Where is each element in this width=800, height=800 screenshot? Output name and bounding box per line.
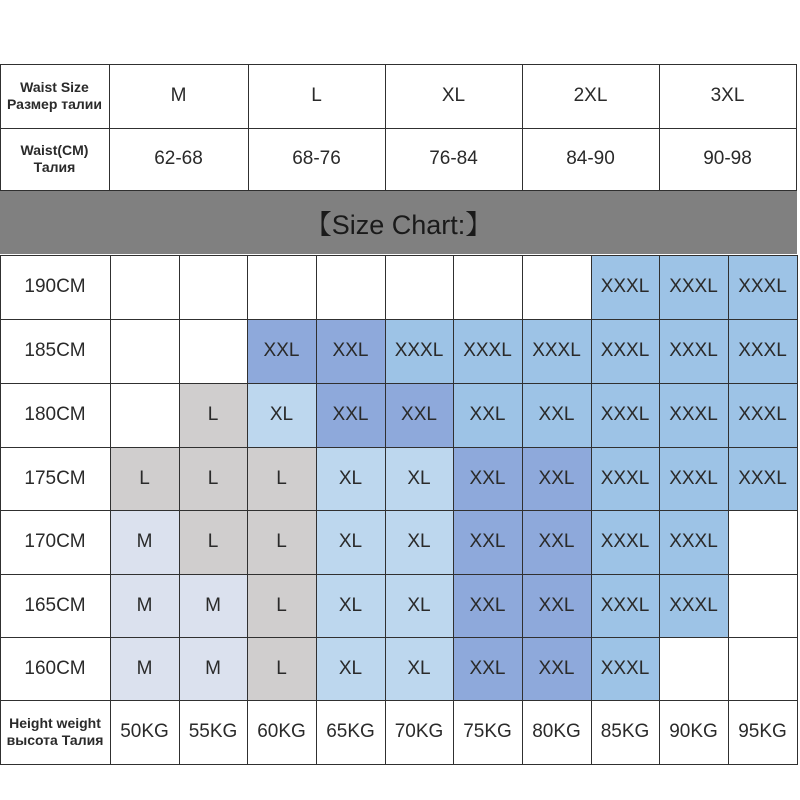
waist-table-vline [796, 64, 797, 190]
height-label-180cm: 180CM [24, 404, 86, 425]
size-cell-165cm-80kg: XXL [522, 574, 591, 637]
size-cell-190cm-70kg [385, 255, 453, 319]
grid-vline [385, 255, 386, 765]
size-cell-170cm-70kg: XL [385, 510, 453, 574]
grid-hline [0, 764, 797, 765]
grid-vline [316, 255, 317, 765]
size-cell-185cm-70kg: XXXL [385, 319, 453, 383]
grid-hline [0, 447, 797, 448]
waist-range-m: 62-68 [154, 148, 203, 169]
weight-label-90kg: 90KG [669, 721, 718, 742]
size-cell-190cm-55kg [179, 255, 247, 319]
size-cell-180cm-50kg [110, 383, 179, 447]
weight-label-75kg: 75KG [463, 721, 512, 742]
size-cell-185cm-60kg: XXL [247, 319, 316, 383]
grid-vline [453, 255, 454, 765]
grid-vline [591, 255, 592, 765]
size-cell-175cm-95kg: XXXL [728, 447, 797, 510]
size-cell-160cm-55kg: M [179, 637, 247, 700]
height-weight-label [0, 700, 110, 764]
waist-table-vline [109, 64, 110, 190]
height-weight-label-line-2: высота Талия [6, 732, 104, 748]
grid-vline [179, 255, 180, 765]
size-cell-175cm-90kg: XXXL [659, 447, 728, 510]
waist-cm-label-line-2: Талия [33, 159, 76, 175]
size-cell-190cm-80kg [522, 255, 591, 319]
waist-table-vline [0, 64, 1, 190]
grid-hline [0, 319, 797, 320]
grid-hline [0, 700, 797, 701]
size-cell-170cm-95kg [728, 510, 797, 574]
waist-size-2xl: 2XL [573, 85, 608, 106]
size-cell-160cm-85kg: XXXL [591, 637, 659, 700]
size-cell-180cm-65kg: XXL [316, 383, 385, 447]
size-cell-160cm-70kg: XL [385, 637, 453, 700]
size-cell-185cm-55kg [179, 319, 247, 383]
size-cell-170cm-75kg: XXL [453, 510, 522, 574]
waist-size-label [0, 64, 109, 128]
size-chart-banner: 【Size Chart:】 [0, 191, 797, 254]
size-cell-160cm-60kg: L [247, 637, 316, 700]
height-label-190cm: 190CM [24, 276, 86, 297]
grid-hline [0, 510, 797, 511]
waist-table-vline [659, 64, 660, 190]
size-cell-165cm-65kg: XL [316, 574, 385, 637]
size-cell-180cm-60kg: XL [247, 383, 316, 447]
weight-label-70kg: 70KG [394, 721, 444, 742]
grid-vline [0, 255, 1, 765]
size-cell-160cm-90kg [659, 637, 728, 700]
size-cell-180cm-75kg: XXL [453, 383, 522, 447]
height-weight-label-line-1: Height weight [9, 715, 101, 731]
size-cell-170cm-80kg: XXL [522, 510, 591, 574]
size-cell-180cm-80kg: XXL [522, 383, 591, 447]
waist-size-label-line-2: Размер талии [6, 96, 103, 112]
size-cell-175cm-60kg: L [247, 447, 316, 510]
size-cell-165cm-50kg: M [110, 574, 179, 637]
grid-vline [797, 255, 798, 765]
waist-range-3xl: 90-98 [703, 148, 752, 169]
size-cell-175cm-55kg: L [179, 447, 247, 510]
size-cell-180cm-70kg: XXL [385, 383, 453, 447]
waist-table-hline [0, 128, 797, 129]
size-cell-170cm-50kg: M [110, 510, 179, 574]
size-cell-175cm-85kg: XXXL [591, 447, 659, 510]
size-cell-165cm-60kg: L [247, 574, 316, 637]
size-cell-170cm-60kg: L [247, 510, 316, 574]
size-cell-190cm-90kg: XXXL [659, 255, 728, 319]
waist-size-xl: XL [441, 85, 466, 106]
waist-cm-label-line-1: Waist(CM) [20, 142, 89, 158]
weight-label-65kg: 65KG [326, 721, 375, 742]
size-cell-185cm-80kg: XXXL [522, 319, 591, 383]
size-cell-160cm-50kg: M [110, 637, 179, 700]
weight-label-60kg: 60KG [257, 721, 306, 742]
height-label-170cm: 170CM [24, 531, 86, 552]
size-cell-180cm-55kg: L [179, 383, 247, 447]
waist-range-2xl: 84-90 [566, 148, 615, 169]
weight-label-95kg: 95KG [738, 721, 787, 742]
size-cell-165cm-90kg: XXXL [659, 574, 728, 637]
size-cell-160cm-75kg: XXL [453, 637, 522, 700]
waist-table-vline [522, 64, 523, 190]
waist-size-m: M [170, 85, 187, 106]
size-cell-180cm-85kg: XXXL [591, 383, 659, 447]
weight-label-80kg: 80KG [532, 721, 581, 742]
size-cell-160cm-65kg: XL [316, 637, 385, 700]
height-label-165cm: 165CM [24, 594, 86, 616]
size-cell-175cm-50kg: L [110, 447, 179, 510]
size-cell-165cm-55kg: M [179, 574, 247, 637]
size-cell-160cm-80kg: XXL [522, 637, 591, 700]
size-cell-190cm-50kg [110, 255, 179, 319]
size-cell-165cm-70kg: XL [385, 574, 453, 637]
size-cell-185cm-95kg: XXXL [728, 319, 797, 383]
size-cell-185cm-90kg: XXXL [659, 319, 728, 383]
size-cell-165cm-95kg [728, 574, 797, 637]
size-cell-180cm-90kg: XXXL [659, 383, 728, 447]
size-cell-190cm-65kg [316, 255, 385, 319]
size-cell-190cm-75kg [453, 255, 522, 319]
grid-vline [110, 255, 111, 765]
weight-label-85kg: 85KG [600, 721, 650, 742]
grid-hline [0, 255, 797, 256]
weight-label-50kg: 50KG [120, 721, 169, 742]
size-cell-185cm-75kg: XXXL [453, 319, 522, 383]
waist-table-vline [248, 64, 249, 190]
size-cell-160cm-95kg [728, 637, 797, 700]
size-cell-170cm-55kg: L [179, 510, 247, 574]
size-cell-190cm-95kg: XXXL [728, 255, 797, 319]
waist-size-label-line-1: Waist Size [20, 79, 89, 95]
size-cell-185cm-65kg: XXL [316, 319, 385, 383]
size-cell-170cm-85kg: XXXL [591, 510, 659, 574]
grid-hline [0, 637, 797, 638]
height-label-185cm: 185CM [24, 340, 86, 361]
waist-table-vline [385, 64, 386, 190]
waist-size-3xl: 3XL [710, 85, 745, 106]
waist-table-hline [0, 64, 797, 65]
size-cell-185cm-85kg: XXXL [591, 319, 659, 383]
size-cell-165cm-75kg: XXL [453, 574, 522, 637]
grid-vline [247, 255, 248, 765]
size-cell-165cm-85kg: XXXL [591, 574, 659, 637]
height-label-160cm: 160CM [24, 657, 86, 679]
size-cell-175cm-65kg: XL [316, 447, 385, 510]
waist-range-xl: 76-84 [429, 148, 478, 169]
size-cell-170cm-90kg: XXXL [659, 510, 728, 574]
grid-hline [0, 574, 797, 575]
grid-vline [728, 255, 729, 765]
size-cell-180cm-95kg: XXXL [728, 383, 797, 447]
size-cell-175cm-70kg: XL [385, 447, 453, 510]
size-cell-175cm-75kg: XXL [453, 447, 522, 510]
grid-vline [522, 255, 523, 765]
waist-range-l: 68-76 [292, 148, 341, 169]
size-cell-190cm-85kg: XXXL [591, 255, 659, 319]
grid-hline [0, 383, 797, 384]
size-cell-185cm-50kg [110, 319, 179, 383]
grid-vline [659, 255, 660, 765]
waist-cm-label [0, 128, 109, 190]
size-cell-175cm-80kg: XXL [522, 447, 591, 510]
size-cell-170cm-65kg: XL [316, 510, 385, 574]
waist-size-l: L [311, 85, 322, 106]
weight-label-55kg: 55KG [188, 721, 238, 742]
height-label-175cm: 175CM [24, 467, 86, 489]
size-cell-190cm-60kg [247, 255, 316, 319]
